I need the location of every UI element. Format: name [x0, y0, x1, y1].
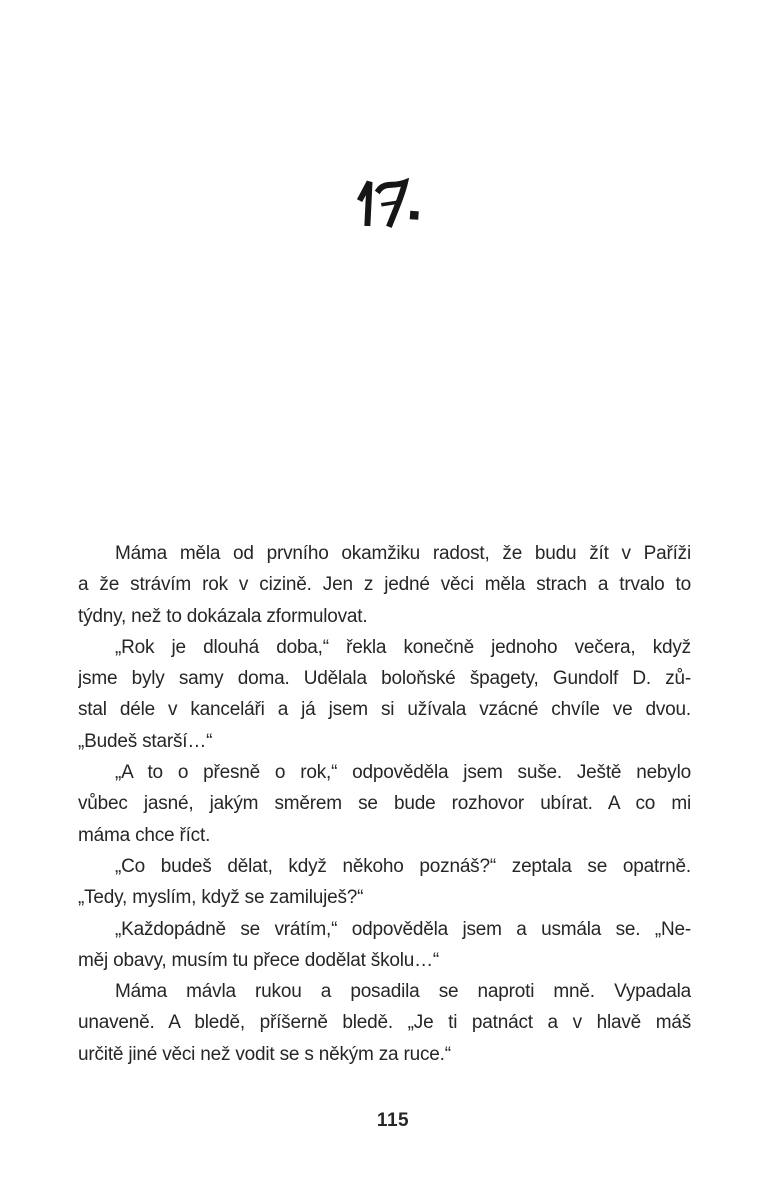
text-line: vůbec jasné, jakým směrem se bude rozhovor ubírat. A co mi: [78, 793, 691, 815]
text-line: týdny, než to dokázala zformulovat.: [78, 605, 368, 627]
text-line: „Každopádně se vrátím,“ odpověděla jsem a usmála se. „Ne-: [115, 918, 691, 940]
paragraph: [78, 538, 691, 632]
text-line: „Tedy, myslím, když se zamiluješ?“: [78, 887, 364, 909]
paragraph: [78, 976, 691, 1070]
text-line: jsme byly samy doma. Udělala boloňské špagety, Gundolf D. zů-: [78, 668, 691, 690]
text-line: „Budeš starší…“: [78, 730, 213, 752]
text-line: určitě jiné věci než vodit se s někým za ruce.“: [78, 1043, 451, 1065]
text-line: „Rok je dlouhá doba,“ řekla konečně jednoho večera, když: [115, 636, 691, 658]
text-line: unaveně. A bledě, příšerně bledě. „Je ti patnáct a v hlavě máš: [78, 1012, 691, 1034]
chapter-number: [352, 170, 432, 232]
paragraph: [78, 632, 691, 757]
text-line: „Co budeš dělat, když někoho poznáš?“ zeptala se opatrně.: [115, 855, 691, 877]
text-line: Máma měla od prvního okamžiku radost, že budu žít v Paříži: [115, 543, 691, 564]
text-line: a že strávím rok v cizině. Jen z jedné věci měla strach a trvalo to: [78, 574, 691, 596]
body-text: [78, 538, 691, 1070]
text-line: stal déle v kanceláři a já jsem si užívala vzácné chvíle ve dvou.: [78, 699, 691, 721]
text-line: Máma mávla rukou a posadila se naproti mně. Vypadala: [115, 981, 691, 1003]
chapter-number-handwritten-glyph: [352, 170, 432, 232]
text-line: měj obavy, musím tu přece dodělat školu…“: [78, 949, 440, 971]
text-line: „A to o přesně o rok,“ odpověděla jsem suše. Ještě nebylo: [115, 762, 691, 784]
text-line: máma chce říct.: [78, 824, 211, 846]
paragraph: [78, 851, 691, 914]
page-number: 115: [376, 1110, 410, 1131]
paragraph: [78, 914, 691, 977]
paragraph: [78, 757, 691, 851]
